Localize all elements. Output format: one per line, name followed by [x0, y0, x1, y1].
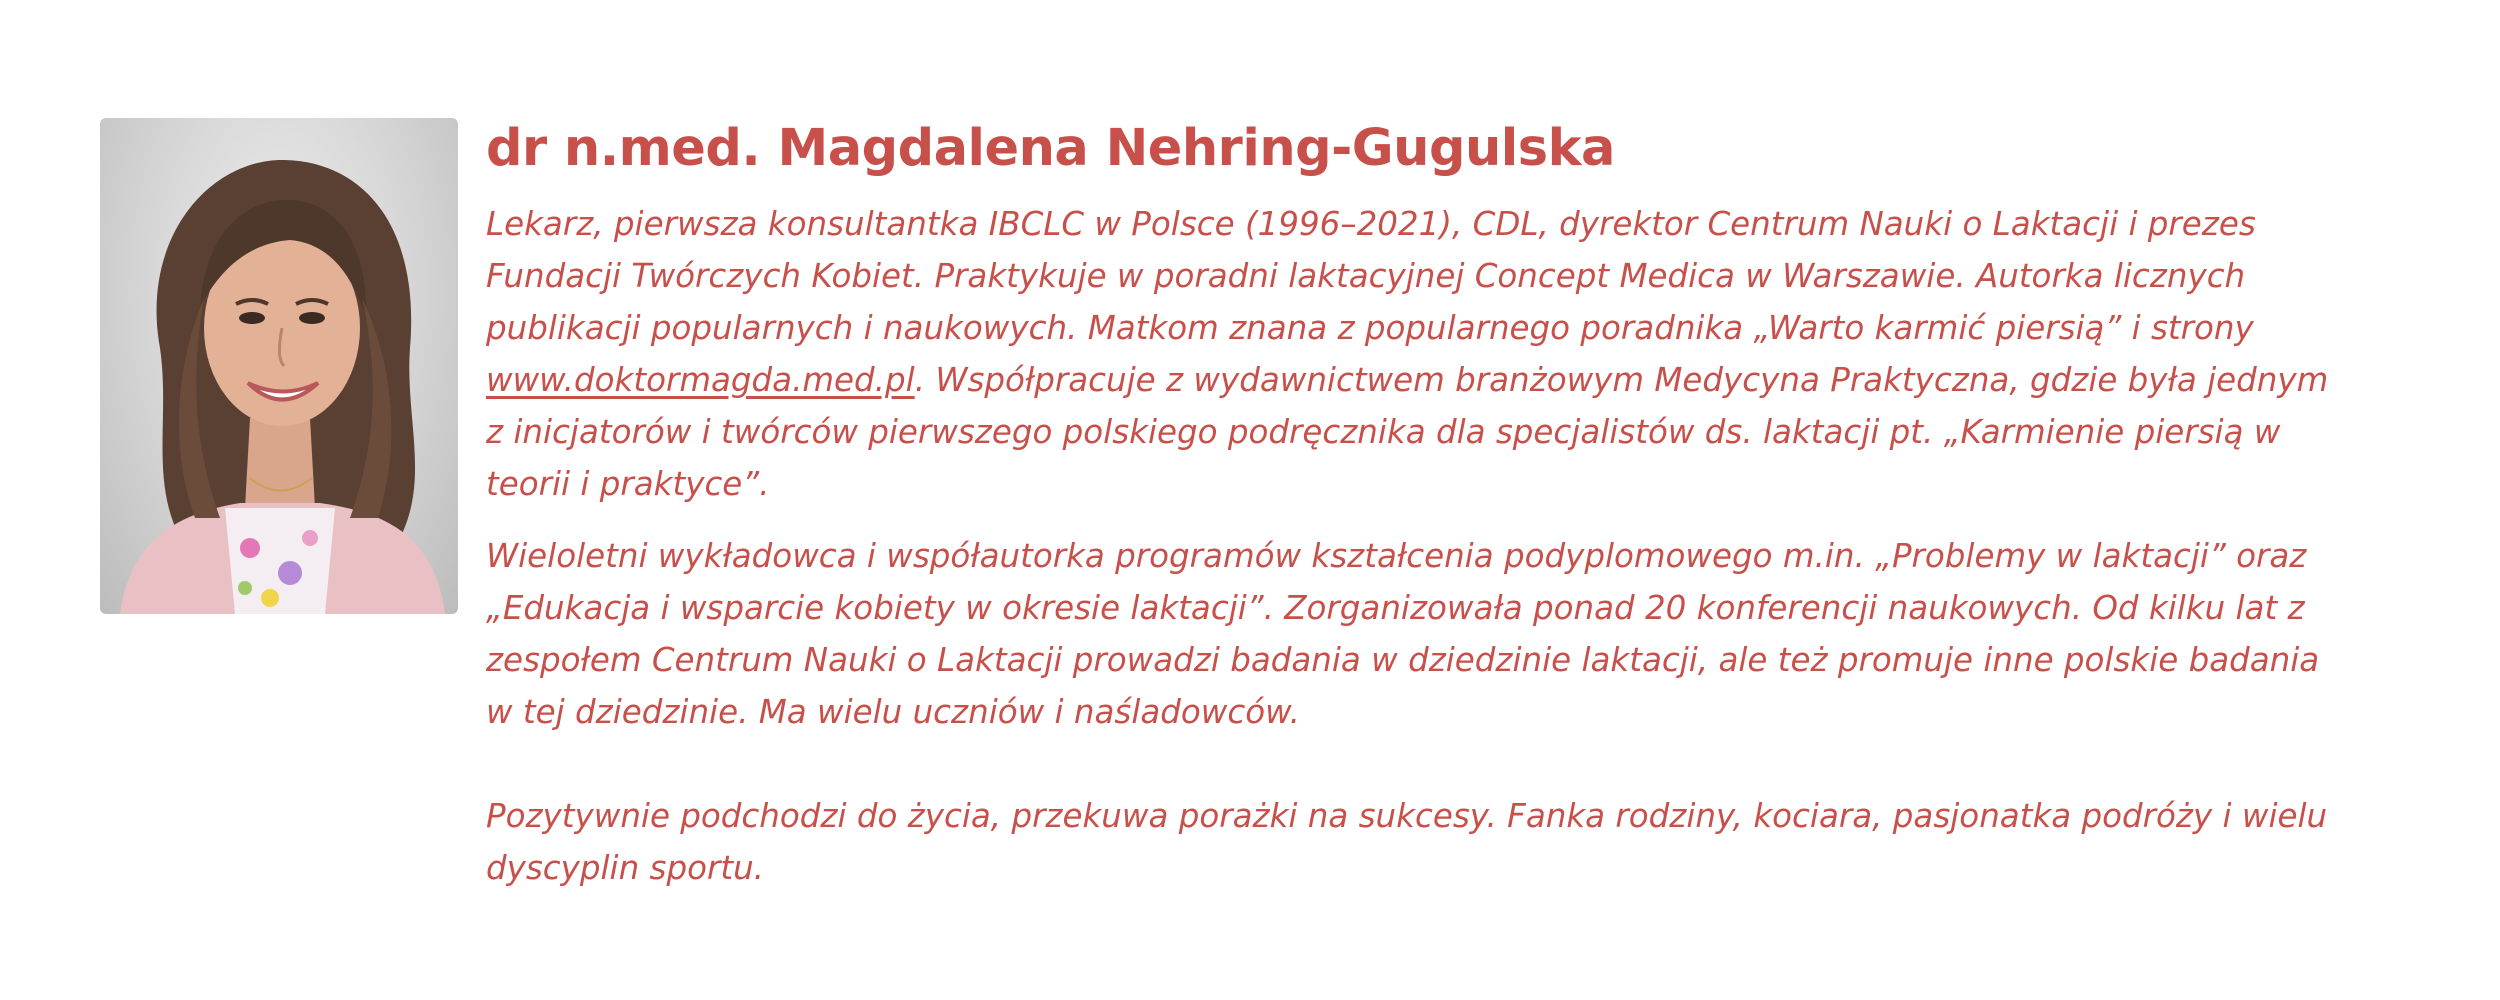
portrait-photo [100, 118, 458, 614]
bio-paragraph-2: Wieloletni wykładowca i współautorka programów kształcenia podyplomowego m.in. „Problemy w laktacji” oraz „Edukacja i wsparcie kobiety w okresie laktacji”. Zorganizowała ponad 20 konferencji naukowych. Od kilku lat z zespołem Centrum Nauki o Laktacji prowadzi badania w dziedzinie laktacji, ale też promuje inne polskie badania w tej dziedzinie. Ma wielu uczniów i naśladowców. [486, 537, 2320, 731]
person-name: dr n.med. Magdalena Nehring-Gugulska [486, 119, 1615, 178]
bio-paragraph-1 [486, 198, 2346, 510]
bio-text-before-link: Lekarz, pierwsza konsultantka IBCLC w Polsce (1996–2021), CDL, dyrektor Centrum Nauki o Laktacji i prezes Fundacji Twórczych Kobiet. Praktykuje w poradni laktacyjnej Concept Medica w Warszawie. Autorka licznych publikacji popularnych i naukowych. Matkom znana z popularnego poradnika „Warto karmić piersią” i strony [486, 205, 2256, 347]
bio-section [486, 112, 2346, 894]
bio-paragraph-3: Pozytywnie podchodzi do życia, przekuwa porażki na sukcesy. Fanka rodziny, kociara, pasjonatka podróży i wielu dyscyplin sportu. [486, 797, 2328, 887]
website-link[interactable]: www.doktormagda.med.pl [486, 361, 915, 399]
bio-text-after-link: . Współpracuje z wydawnictwem branżowym Medycyna Praktyczna, gdzie była jednym z inicjatorów i twórców pierwszego polskiego podręcznika dla specjalistów ds. laktacji pt. „Karmienie piersią w teorii i praktyce”. [486, 361, 2329, 503]
